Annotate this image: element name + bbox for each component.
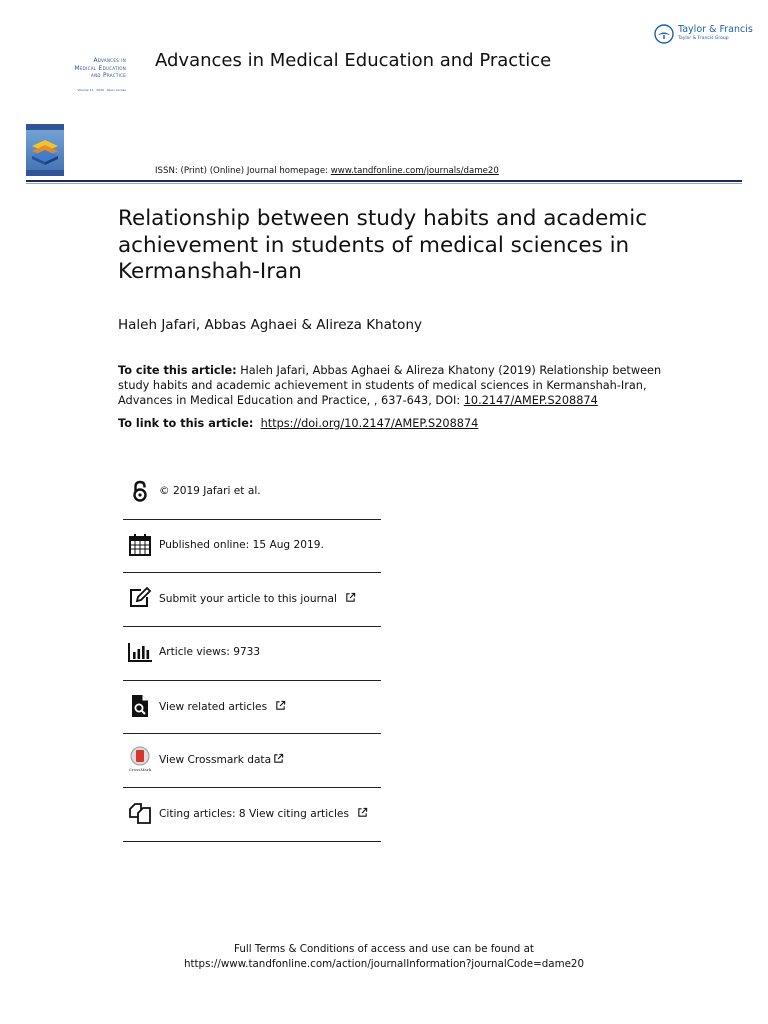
article-doi-link[interactable]: https://doi.org/10.2147/AMEP.S208874: [260, 417, 479, 430]
views-row: [123, 627, 381, 681]
publisher-logo: [654, 22, 754, 48]
issn-line: [155, 166, 499, 176]
copyright-row: [123, 466, 381, 519]
copyright-text: © 2019 Jafari et al.: [159, 485, 261, 497]
link-label: To link to this article:: [118, 417, 254, 430]
document-search-icon: [127, 693, 153, 719]
open-access-icon: [127, 478, 153, 504]
submit-article-text: Submit your article to this journal: [159, 593, 337, 606]
article-info-list: [123, 466, 381, 842]
citing-row[interactable]: [123, 788, 381, 842]
citing-articles-text: Citing articles: 8 View citing articles: [159, 808, 349, 821]
related-articles-text: View related articles: [159, 700, 268, 713]
bar-chart-icon: [127, 639, 153, 665]
submit-article-link[interactable]: [159, 592, 356, 605]
external-link-icon: [273, 753, 284, 764]
related-articles-link[interactable]: [159, 700, 286, 713]
published-row: [123, 520, 381, 574]
external-link-icon: [275, 700, 286, 711]
external-link-icon: [357, 807, 368, 818]
terms-url[interactable]: https://www.tandfonline.com/action/journalInformation?journalCode=dame20: [183, 958, 585, 970]
crossmark-link[interactable]: [159, 753, 284, 766]
journal-logo-line: Advances in: [93, 57, 126, 64]
journal-homepage-link[interactable]: www.tandfonline.com/journals/dame20: [330, 166, 499, 176]
journal-logo-subtitle: Volume 11 · 2020 · Open Access: [77, 88, 126, 92]
crossmark-icon-label: CrossMark: [128, 767, 152, 773]
journal-cover-image: [26, 124, 64, 176]
issn-label: ISSN: (Print) (Online) Journal homepage:: [155, 166, 329, 176]
publisher-subtitle: Taylor & Francis Group: [678, 36, 729, 41]
journal-logo-line: and Practice: [91, 72, 126, 79]
crossmark-icon: [127, 746, 153, 772]
journal-logo-line: Medical Education: [74, 64, 126, 72]
terms-footer: [0, 942, 768, 972]
published-date: Published online: 15 Aug 2019.: [159, 538, 324, 551]
article-authors: Haleh Jafari, Abbas Aghaei & Alireza Khatony: [118, 317, 422, 333]
external-link-icon: [345, 592, 356, 603]
journal-title: Advances in Medical Education and Practice: [155, 50, 552, 71]
related-row[interactable]: [123, 681, 381, 735]
calendar-icon: [127, 532, 153, 558]
header-divider-thin: [26, 183, 742, 184]
article-link-line: [118, 417, 478, 430]
cite-doi-link[interactable]: 10.2147/AMEP.S208874: [463, 394, 598, 407]
publisher-name: Taylor & Francis: [678, 24, 753, 35]
cite-label: To cite this article:: [118, 364, 237, 377]
edit-icon: [127, 585, 153, 611]
terms-text: Full Terms & Conditions of access and use can be found at: [234, 943, 534, 955]
citing-articles-link[interactable]: [159, 807, 368, 820]
citation-block: [118, 363, 678, 408]
journal-logo: [40, 57, 126, 80]
crossmark-row[interactable]: [123, 734, 381, 788]
submit-row[interactable]: [123, 573, 381, 627]
cite-text: Haleh Jafari, Abbas Aghaei & Alireza Khatony (2019) Relationship between study habits and academic achievement in students of medical sciences in Kermanshah-Iran, Advances in Medical Education and Practice, , 637-643, DOI:: [118, 364, 662, 407]
publisher-logo-icon: [654, 24, 674, 44]
crossmark-text: View Crossmark data: [159, 754, 272, 767]
article-title: Relationship between study habits and academic achievement in students of medical sciences in Kermanshah-Iran: [118, 206, 648, 284]
citing-articles-icon: [127, 800, 153, 826]
article-views: Article views: 9733: [159, 646, 261, 659]
